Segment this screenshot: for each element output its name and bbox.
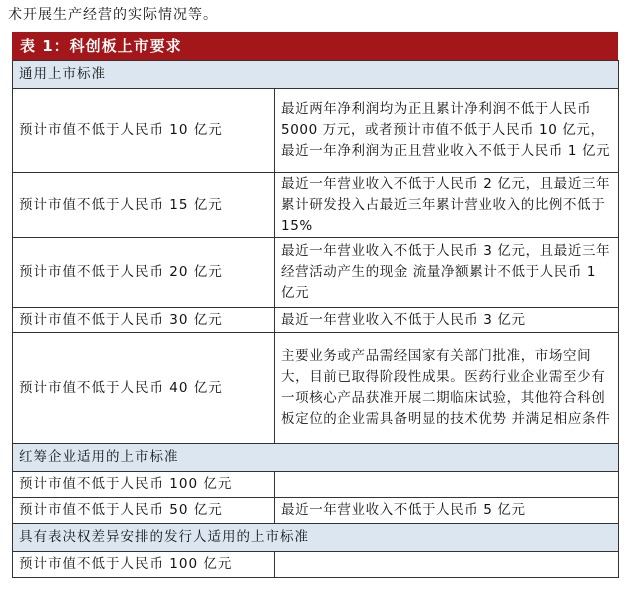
intro-text: 术开展生产经营的实际情况等。 [8,7,218,23]
table-row [13,498,619,524]
section-red-chip-standard: 红筹企业适用的上市标准 [13,444,619,472]
table-row [13,308,619,333]
market-cap-cell: 预计市值不低于人民币 20 亿元 [13,238,275,308]
section-row [13,61,619,89]
market-cap-cell: 预计市值不低于人民币 10 亿元 [13,89,275,173]
section-row [13,444,619,472]
market-cap-cell: 预计市值不低于人民币 100 亿元 [13,552,275,578]
table-title: 表 1：科创板上市要求 [12,32,618,60]
market-cap-cell: 预计市值不低于人民币 50 亿元 [13,498,275,524]
requirement-cell [275,472,619,498]
table-row [13,472,619,498]
requirement-cell [275,552,619,578]
table-row [13,238,619,308]
requirement-cell: 最近一年营业收入不低于人民币 2 亿元，且最近三年累计研发投入占最近三年累计营业收入的比例不低于 15% [275,173,619,238]
table-row [13,552,619,578]
market-cap-cell: 预计市值不低于人民币 100 亿元 [13,472,275,498]
requirement-cell: 最近一年营业收入不低于人民币 3 亿元 [275,308,619,333]
table-row [13,333,619,444]
requirement-cell: 最近两年净利润均为正且累计净利润不低于人民币 5000 万元，或者预计市值不低于人民币 10 亿元，最近一年净利润为正且营业收入不低于人民币 1 亿元 [275,89,619,173]
requirement-cell: 最近一年营业收入不低于人民币 3 亿元，且最近三年经营活动产生的现金 流量净额累计不低于人民币 1 亿元 [275,238,619,308]
section-dual-class-standard: 具有表决权差异安排的发行人适用的上市标准 [13,524,619,552]
section-general-standard: 通用上市标准 [13,61,619,89]
requirement-cell: 主要业务或产品需经国家有关部门批准，市场空间大，目前已取得阶段性成果。医药行业企业需至少有一项核心产品获准开展二期临床试验，其他符合科创板定位的企业需具备明显的技术优势 并满足相应条件 [275,333,619,444]
market-cap-cell: 预计市值不低于人民币 30 亿元 [13,308,275,333]
listing-requirements-table [12,60,619,578]
table-row [13,173,619,238]
section-row [13,524,619,552]
requirement-cell: 最近一年营业收入不低于人民币 5 亿元 [275,498,619,524]
market-cap-cell: 预计市值不低于人民币 15 亿元 [13,173,275,238]
market-cap-cell: 预计市值不低于人民币 40 亿元 [13,333,275,444]
table-row [13,89,619,173]
